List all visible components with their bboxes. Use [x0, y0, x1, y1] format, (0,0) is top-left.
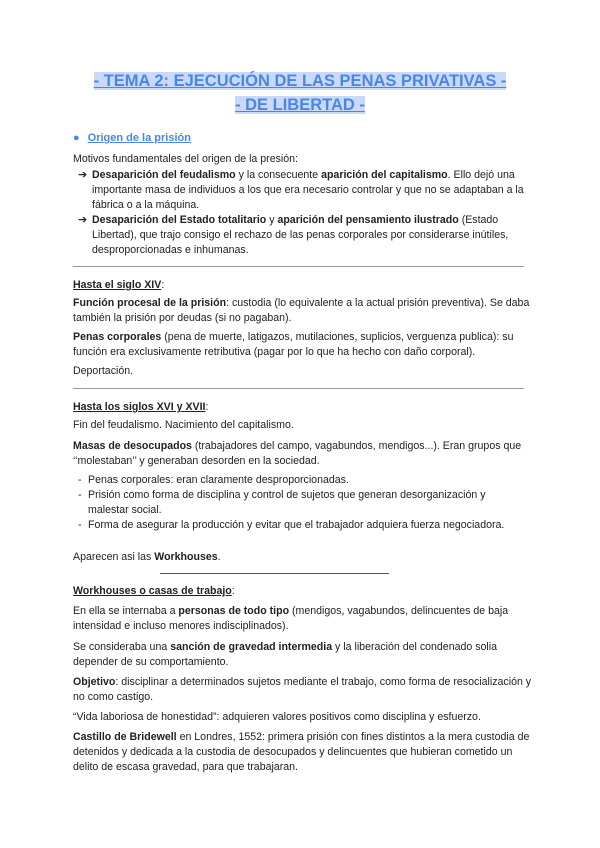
- bullet-icon: ●: [73, 132, 80, 144]
- workhouses-paragraph-2: Se consideraba una sanción de gravedad intermedia y la liberación del condenado solia depender de su comportamiento.: [73, 641, 497, 668]
- page-title: [40, 70, 560, 92]
- siglo16-paragraph-1: Fin del feudalismo. Nacimiento del capitalismo.: [73, 419, 294, 431]
- section-origen-heading: [73, 131, 191, 146]
- title-line-2: - DE LIBERTAD -: [235, 96, 365, 114]
- siglo16-paragraph-2: Masas de desocupados (trabajadores del campo, vagabundos, mendigos...). Eran grupos que ‘‘molestaban’’ y generaban desorden en la sociedad.: [73, 440, 522, 467]
- divider: [73, 266, 524, 267]
- divider-short: [160, 573, 389, 574]
- siglo16-heading: Hasta los siglos XVI y XVII:: [73, 401, 209, 413]
- list-item: - Penas corporales: eran claramente desproporcionadas.: [78, 474, 349, 486]
- workhouses-paragraph-4: “Vida laboriosa de honestidad”: adquieren valores positivos como disciplina y esfuerzo.: [73, 711, 481, 723]
- siglo14-paragraph-1: Función procesal de la prisión: custodia (lo equivalente a la actual prisión preventiva). Se daba también la prisión por deudas (si no pagaban).: [73, 297, 530, 324]
- siglo16-list: [78, 473, 528, 533]
- divider: [73, 388, 524, 389]
- list-item: - Prisión como forma de disciplina y control de sujetos que generan desorganización y malestar social.: [78, 489, 486, 516]
- siglo14-heading: Hasta el siglo XIV:: [73, 279, 165, 291]
- workhouses-paragraph-1: En ella se internaba a personas de todo tipo (mendigos, vagabundos, delincuentes de baja intensidad e incluso menores indisciplinados).: [73, 605, 509, 632]
- page-title-line-2: [40, 94, 560, 116]
- origen-heading-text: Origen de la prisión: [87, 132, 191, 144]
- title-line-1: - TEMA 2: EJECUCIÓN DE LAS PENAS PRIVATIVAS -: [93, 72, 507, 90]
- origen-item-2: [78, 213, 528, 258]
- origen-item-2-text: Desaparición del Estado totalitario y aparición del pensamiento ilustrado (Estado Libertad), que trajo consigo el rechazo de las penas corporales por considerarse inútiles, desproporcionadas e inhumanas.: [92, 214, 509, 256]
- siglo16-paragraph-3: Aparecen asi las Workhouses.: [73, 551, 221, 563]
- list-item: - Forma de asegurar la producción y evitar que el trabajador adquiera fuerza negociadora.: [78, 519, 505, 531]
- origen-item-1: [78, 168, 528, 213]
- siglo14-paragraph-3: Deportación.: [73, 365, 134, 377]
- arrow-icon: ➔: [78, 169, 88, 181]
- origen-intro: Motivos fundamentales del origen de la presión:: [73, 153, 298, 165]
- arrow-icon: ➔: [78, 214, 88, 226]
- origen-item-1-text: Desaparición del feudalismo y la consecuente aparición del capitalismo. Ello dejó una importante masa de individuos a los que era necesario controlar y que no se adaptaban a la fábrica o a la máquina.: [92, 169, 524, 211]
- workhouses-heading: Workhouses o casas de trabajo:: [73, 585, 235, 597]
- workhouses-paragraph-3: Objetivo: disciplinar a determinados sujetos mediante el trabajo, como forma de resocialización y no como castigo.: [73, 676, 532, 703]
- workhouses-paragraph-5: Castillo de Bridewell en Londres, 1552: primera prisión con fines distintos a la mera custodia de detenidos y dedicada a la custodia de desocupados y delincuentes que hubieran cometido un delito de escasa gravedad, para que trabajaran.: [73, 731, 530, 773]
- siglo14-paragraph-2: Penas corporales (pena de muerte, latigazos, mutilaciones, suplicios, verguenza publica): su función era exclusivamente retributiva (pagar por lo que ha hecho con daño corporal).: [73, 331, 514, 358]
